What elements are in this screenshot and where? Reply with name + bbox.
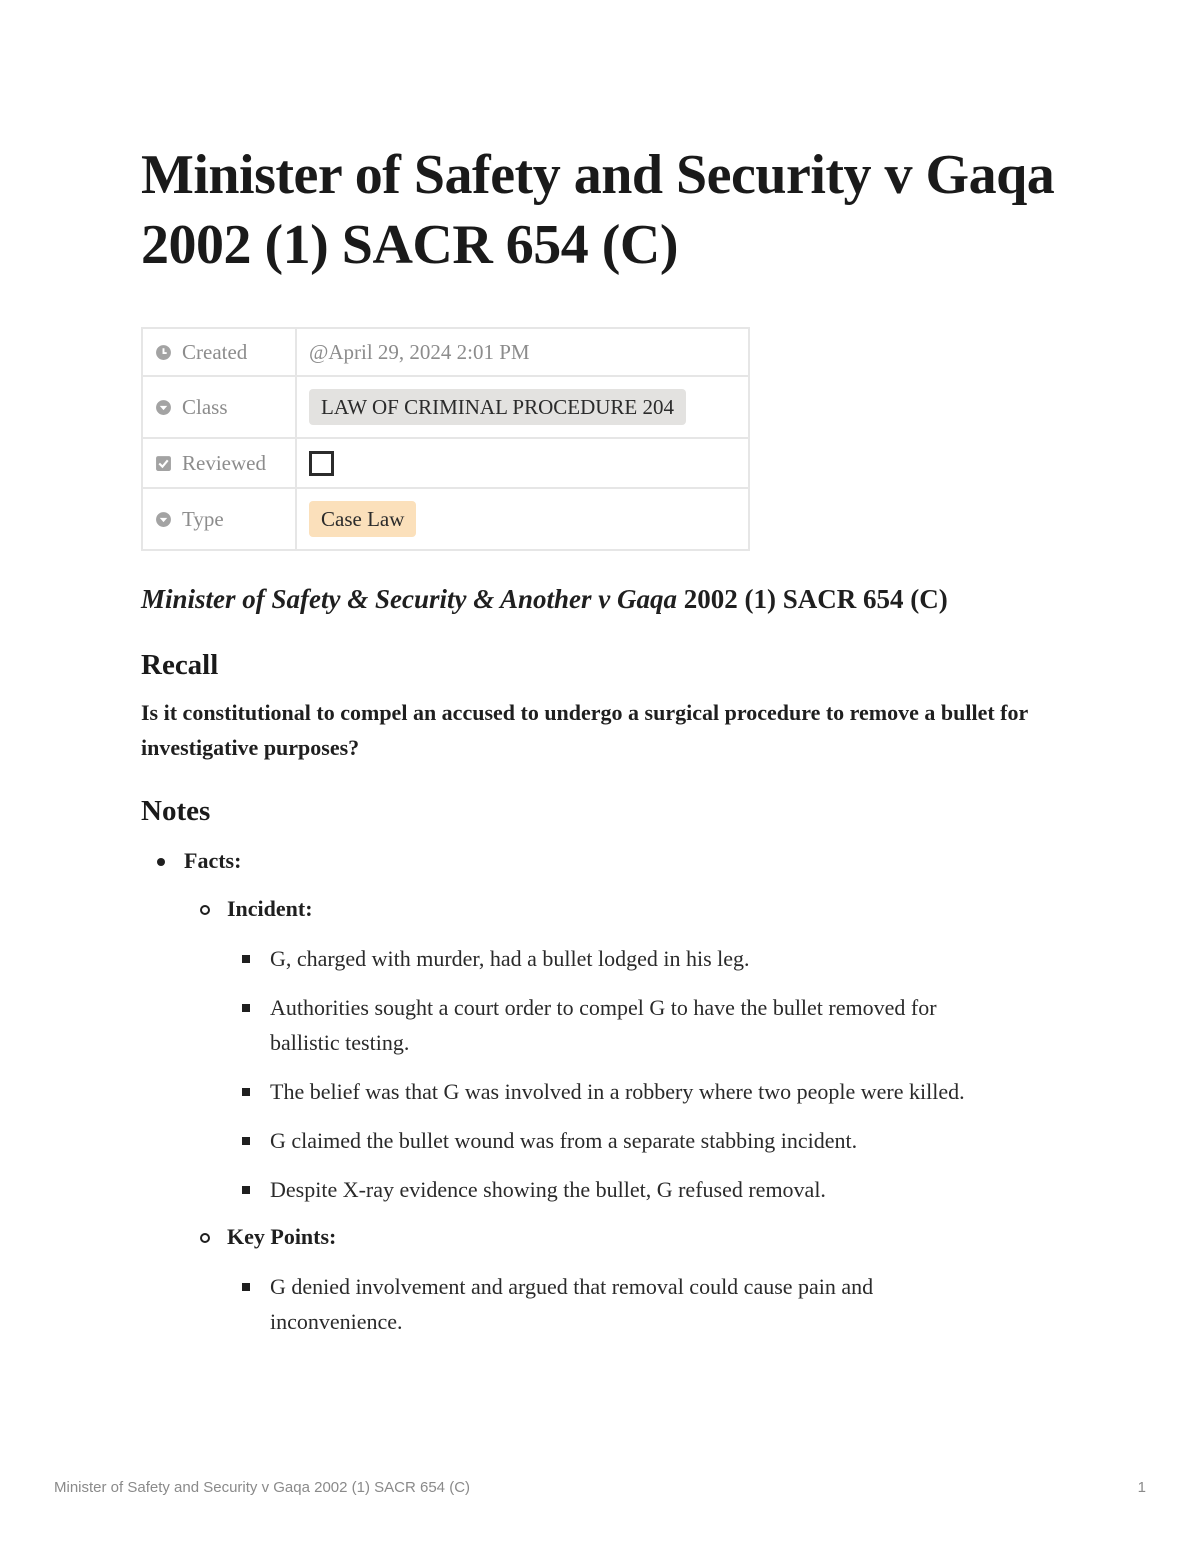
incident-label: Incident:	[227, 896, 313, 921]
bullet-square-icon	[242, 1088, 250, 1096]
list-item-facts	[141, 843, 1071, 1339]
notes-list	[141, 843, 1071, 1339]
created-value[interactable]: @April 29, 2024 2:01 PM	[296, 328, 749, 376]
notes-heading: Notes	[141, 795, 211, 827]
page-number: 1	[1137, 1479, 1146, 1496]
select-icon	[155, 399, 172, 416]
property-row-class	[142, 376, 749, 438]
facts-sublist	[184, 891, 1071, 1339]
type-value[interactable]	[296, 488, 749, 550]
bullet-square-icon	[242, 1186, 250, 1194]
select-icon	[155, 511, 172, 528]
facts-label: Facts:	[184, 848, 242, 873]
list-item-incident	[184, 891, 1071, 1207]
property-row-type	[142, 488, 749, 550]
reviewed-checkbox[interactable]	[309, 451, 334, 476]
type-tag[interactable]: Case Law	[309, 501, 416, 537]
class-value[interactable]	[296, 376, 749, 438]
key-points-label: Key Points:	[227, 1224, 337, 1249]
property-name-type: Type	[142, 488, 296, 550]
list-item: G, charged with murder, had a bullet lodged in his leg.	[227, 941, 1071, 976]
footer-title: Minister of Safety and Security v Gaqa 2002 (1) SACR 654 (C)	[54, 1479, 471, 1496]
checkbox-icon	[155, 455, 172, 472]
class-tag[interactable]: LAW OF CRIMINAL PROCEDURE 204	[309, 389, 686, 425]
bullet-square-icon	[242, 1137, 250, 1145]
page-title: Minister of Safety and Security v Gaqa 2002 (1) SACR 654 (C)	[141, 144, 1055, 276]
list-item: Authorities sought a court order to compel G to have the bullet removed for ballistic testing.	[227, 990, 1071, 1060]
incident-items	[227, 941, 1071, 1207]
properties-table	[141, 327, 750, 551]
bullet-disc-icon	[157, 858, 165, 866]
property-name-reviewed: Reviewed	[142, 438, 296, 488]
recall-question: Is it constitutional to compel an accused to undergo a surgical procedure to remove a bullet for investigative purposes?	[141, 700, 1028, 760]
list-item-key-points	[184, 1219, 1071, 1339]
property-name-class: Class	[142, 376, 296, 438]
list-item: G claimed the bullet wound was from a separate stabbing incident.	[227, 1123, 1071, 1158]
property-name-created: Created	[142, 328, 296, 376]
clock-icon	[155, 344, 172, 361]
recall-heading: Recall	[141, 649, 219, 681]
bullet-square-icon	[242, 1283, 250, 1291]
case-citation-name: Minister of Safety & Security & Another v Gaqa	[141, 584, 678, 614]
reviewed-value	[296, 438, 749, 488]
property-row-created	[142, 328, 749, 376]
bullet-square-icon	[242, 1004, 250, 1012]
bullet-square-icon	[242, 955, 250, 963]
list-item: Despite X-ray evidence showing the bullet, G refused removal.	[227, 1172, 1071, 1207]
bullet-circle-icon	[200, 1233, 210, 1243]
case-citation-reference: 2002 (1) SACR 654 (C)	[677, 584, 948, 614]
key-points-items	[227, 1269, 1071, 1339]
list-item: G denied involvement and argued that removal could cause pain and inconvenience.	[227, 1269, 1071, 1339]
bullet-circle-icon	[200, 905, 210, 915]
list-item: The belief was that G was involved in a robbery where two people were killed.	[227, 1074, 1071, 1109]
page-content	[141, 140, 1071, 1339]
case-citation	[141, 581, 1071, 617]
property-row-reviewed	[142, 438, 749, 488]
